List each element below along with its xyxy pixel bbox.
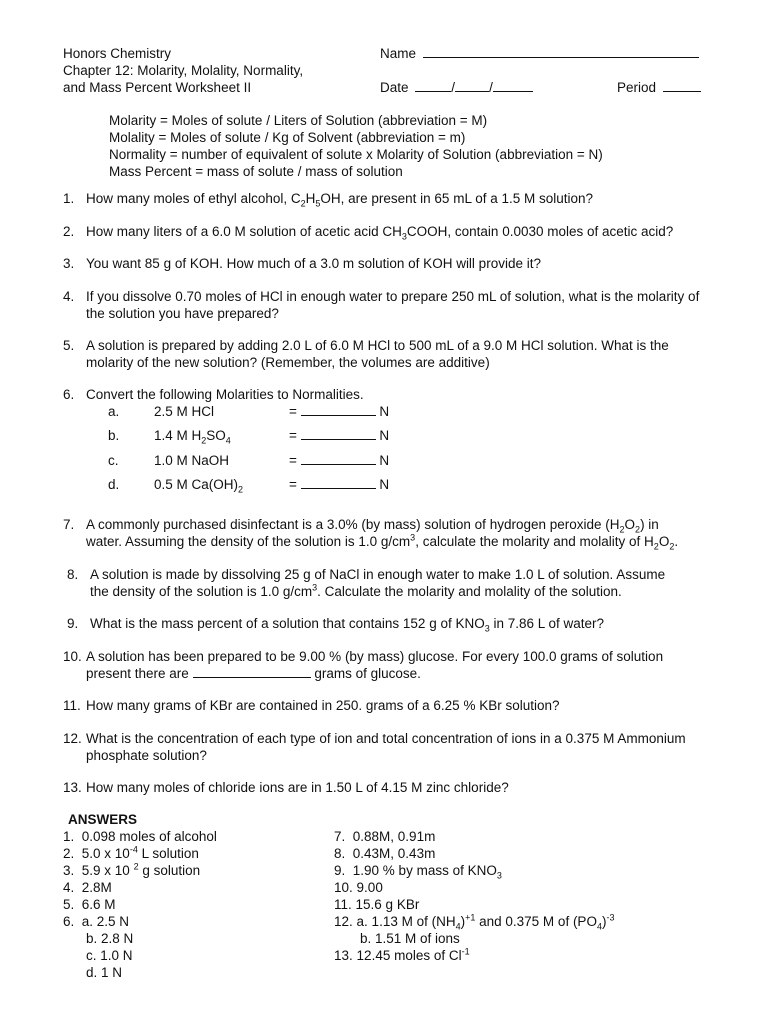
question-number: 5. (63, 338, 75, 353)
normality-item-a: a. (108, 404, 120, 419)
question-text: If you dissolve 0.70 moles of HCl in enough water to prepare 250 mL of solution, what is the molarity of the solution you have prepared? (86, 289, 700, 321)
question-text: How many grams of KBr are contained in 250. grams of a 6.25 % KBr solution? (86, 698, 560, 713)
answer-5: 5. 6.6 M (63, 897, 116, 912)
question-number: 10. (63, 649, 82, 664)
question-text: You want 85 g of KOH. How much of a 3.0 m solution of KOH will provide it? (86, 256, 541, 271)
question-text: A solution is prepared by adding 2.0 L of 6.0 M HCl to 500 mL of a 9.0 M HCl solution. What is the molarity of the new solution? (Remember, the volumes are additive) (86, 338, 669, 370)
question-number: 13. (63, 780, 82, 795)
answer-6b: b. 2.8 N (86, 931, 134, 946)
question-number: 12. (63, 731, 82, 746)
question-text: A solution is made by dissolving 25 g of NaCl in enough water to make 1.0 L of solution. Assume the density of the solution is 1.0 $g/cm^3$. Calculate the molarity and molality of the solution. (90, 567, 666, 599)
answer-blank[interactable] (301, 452, 376, 465)
normality-item-b-formula: 1.4 M $H_2SO_4$ (154, 428, 231, 446)
date-year-blank[interactable] (493, 79, 533, 92)
answer-13: 13. 12.45 moles of $Cl^{-1}$ (334, 946, 470, 963)
answer-blank[interactable] (301, 403, 376, 416)
question-number: 1. (63, 191, 75, 206)
question-text: A solution has been prepared to be 9.00 % (by mass) glucose. For every 100.0 grams of solution present there are grams of glucose. (86, 649, 664, 681)
answer-6d: d. 1 N (86, 965, 123, 980)
answer-2: 2. 5.0 x $10^{-4}$ L solution (63, 844, 199, 861)
question-number: 11. (63, 698, 81, 713)
answer-6a: 6. a. 2.5 N (63, 914, 130, 929)
normality-item-a-formula: 2.5 M HCl (154, 404, 215, 419)
question-number: 7. (63, 517, 75, 532)
question-text: What is the concentration of each type of ion and total concentration of ions in a 0.375 M Ammonium phosphate solution? (86, 731, 686, 763)
date-month-blank[interactable] (415, 79, 451, 92)
normality-item-d-formula: 0.5 M $Ca(OH)_2$ (154, 477, 244, 495)
definition-molality: Molality = Moles of solute / Kg of Solvent (abbreviation = m) (109, 130, 466, 145)
answer-11: 11. 15.6 g KBr (334, 897, 420, 912)
date-sep-1: / (451, 80, 456, 95)
name-field[interactable] (380, 45, 699, 62)
normality-item-c-answer[interactable]: = N (289, 453, 390, 468)
question-text: What is the mass percent of a solution that contains 152 g of $KNO_3$ in 7.86 L of water? (90, 616, 605, 634)
answer-7: 7. 0.88M, 0.91m (334, 829, 436, 844)
date-field[interactable] (380, 79, 533, 96)
question-text: How many liters of a 6.0 M solution of acetic acid $CH_3COOH$, contain 0.0030 moles of acetic acid? (86, 224, 674, 242)
question-text: Convert the following Molarities to Normalities. (86, 387, 364, 402)
answer-10: 10. 9.00 (334, 880, 383, 895)
answer-1: 1. 0.098 moles of alcohol (63, 829, 217, 844)
chapter-title-line2: and Mass Percent Worksheet II (63, 80, 252, 95)
normality-item-b-answer[interactable]: = N (289, 428, 390, 443)
normality-item-d: d. (108, 477, 120, 492)
definition-mass-percent: Mass Percent = mass of solute / mass of solution (109, 164, 403, 179)
question-number: 9. (67, 616, 79, 631)
answer-blank[interactable] (301, 476, 376, 489)
course-title: Honors Chemistry (63, 46, 172, 61)
answer-8: 8. 0.43M, 0.43m (334, 846, 436, 861)
question-number: 6. (63, 387, 75, 402)
answer-12b: b. 1.51 M of ions (360, 931, 460, 946)
question-text: A commonly purchased disinfectant is a 3.0% (by mass) solution of hydrogen peroxide $(H_2O_2)$ in water. Assuming the density of the solution is 1.0 $g/cm^3$, calculate the molarity and molality of $H_2O_2$. (86, 517, 679, 552)
period-blank[interactable] (663, 79, 701, 92)
glucose-grams-blank[interactable] (193, 665, 311, 678)
question-text: How many moles of ethyl alcohol, $C_2H_5OH$, are present in 65 mL of a 1.5 M solution? (86, 191, 594, 209)
answer-12a: 12. a. 1.13 M of $(NH_4)^{+1}$ and 0.375 M of $(PO_4)^{-3}$ (334, 912, 615, 932)
normality-item-d-answer[interactable]: = N (289, 477, 390, 492)
question-number: 2. (63, 224, 75, 239)
answer-4: 4. 2.8M (63, 880, 112, 895)
name-label: Name (380, 46, 417, 61)
normality-item-c: c. (108, 453, 119, 468)
answer-6c: c. 1.0 N (86, 948, 133, 963)
date-label: Date (380, 80, 409, 95)
normality-item-a-answer[interactable]: = N (289, 404, 390, 419)
question-number: 4. (63, 289, 75, 304)
question-number: 8. (67, 567, 79, 582)
question-number: 3. (63, 256, 75, 271)
definition-normality: Normality = number of equivalent of solute x Molarity of Solution (abbreviation = N) (109, 147, 603, 162)
question-text: How many moles of chloride ions are in 1.50 L of 4.15 M zinc chloride? (86, 780, 509, 795)
answers-heading: ANSWERS (68, 812, 138, 827)
definition-molarity: Molarity = Moles of solute / Liters of Solution (abbreviation = M) (109, 113, 488, 128)
answer-blank[interactable] (301, 427, 376, 440)
name-blank[interactable] (423, 45, 699, 58)
date-day-blank[interactable] (455, 79, 489, 92)
date-sep-2: / (489, 80, 493, 95)
chapter-title-line1: Chapter 12: Molarity, Molality, Normality, (63, 63, 304, 78)
answer-9: 9. 1.90 % by mass of $KNO_3$ (334, 863, 502, 881)
period-label: Period (617, 80, 657, 95)
normality-item-b: b. (108, 428, 120, 443)
normality-item-c-formula: 1.0 M NaOH (154, 453, 230, 468)
period-field[interactable] (617, 79, 701, 96)
answer-3: 3. 5.9 x 10 $^2$ g solution (63, 861, 201, 878)
